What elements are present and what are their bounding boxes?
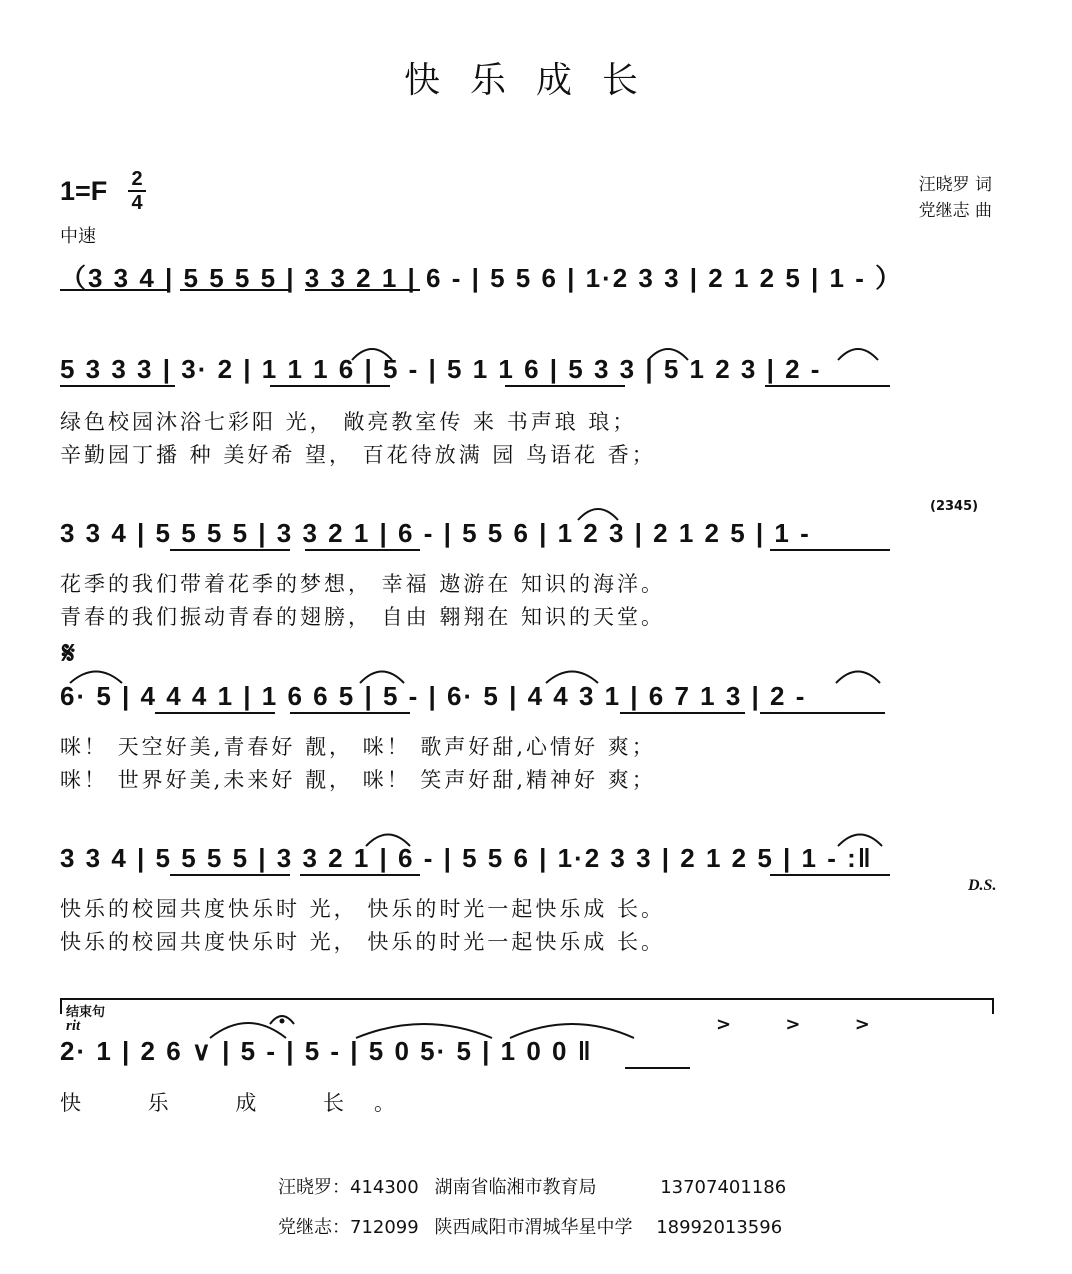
lyricist-credit: 汪晓罗 词 bbox=[918, 175, 992, 195]
notes-line-4: 6· 5 | 4 4 4 1 | 1 6 6 5 | 5 - | 6· 5 | 4 4 3 1 | 6 7 1 3 | 2 - bbox=[60, 681, 807, 711]
slur-mark bbox=[578, 509, 618, 520]
slur-mark bbox=[838, 349, 878, 360]
contact-name-2: 党继志：712099 bbox=[278, 1217, 419, 1238]
slur-mark bbox=[356, 1024, 492, 1038]
ending-label: 结束句 bbox=[66, 1005, 106, 1020]
slur-mark bbox=[360, 672, 404, 684]
slur-mark bbox=[210, 1023, 286, 1038]
tempo-marking: 中速 bbox=[60, 226, 96, 247]
dal-segno-marking: D.S. bbox=[968, 877, 997, 894]
lyrics-line-5-verse-2: 快乐的校园共度快乐时 光， 快乐的时光一起快乐成 长。 bbox=[60, 930, 666, 954]
slur-mark bbox=[510, 1024, 634, 1038]
slur-mark bbox=[352, 349, 392, 360]
lyrics-line-2-verse-1: 绿色校园沐浴七彩阳 光， 敞亮教室传 来 书声琅 琅； bbox=[60, 410, 637, 434]
slur-mark bbox=[838, 835, 882, 847]
ritardando-marking: rit bbox=[66, 1018, 81, 1034]
lyrics-line-4-verse-2: 咪！ 世界好美,未来好 靓， 咪！ 笑声好甜,精神好 爽； bbox=[60, 768, 656, 792]
contact-name-1: 汪晓罗：414300 bbox=[278, 1177, 419, 1198]
slur-mark bbox=[546, 672, 598, 684]
contact-phone-1: 13707401186 bbox=[660, 1177, 787, 1198]
notes-ending: 2· 1 | 2 6 ∨ | 5 - | 5 - | 5 0 5· 5 | 1 0 0 ‖ bbox=[60, 1036, 593, 1066]
notes-line-2: 5 3 3 3 | 3· 2 | 1 1 1 6 | 5 - | 5 1 1 6 | 5 3 3 | 5 1 2 3 | 2 - bbox=[60, 354, 822, 384]
lyrics-line-4-verse-1: 咪！ 天空好美,青春好 靓， 咪！ 歌声好甜,心情好 爽； bbox=[60, 735, 656, 759]
slur-mark bbox=[648, 349, 688, 360]
fermata-mark bbox=[270, 1016, 294, 1024]
contact-address-1: 湖南省临湘市教育局 bbox=[434, 1177, 597, 1198]
lyrics-line-3-verse-2: 青春的我们振动青春的翅膀， 自由 翱翔在 知识的天堂。 bbox=[60, 605, 666, 629]
slur-mark bbox=[366, 835, 410, 847]
slur-mark bbox=[836, 672, 880, 684]
slur-mark bbox=[70, 672, 122, 684]
segno-sign: 𝄋 bbox=[62, 636, 75, 671]
bracket-annotation: (2345) bbox=[930, 499, 979, 514]
key-signature: 1=F bbox=[60, 176, 108, 206]
page-title: 快乐成长 bbox=[403, 60, 668, 101]
lyrics-line-2-verse-2: 辛勤园丁播 种 美好希 望， 百花待放满 园 鸟语花 香； bbox=[60, 443, 656, 467]
notes-line-1: （3 3 4 | 5 5 5 5 | 3 3 2 1 | 6 - | 5 5 6 | 1·2 3 3 | 2 1 2 5 | 1 - ） bbox=[60, 263, 904, 293]
time-signature-top: 2 bbox=[131, 168, 143, 190]
contact-phone-2: 18992013596 bbox=[656, 1217, 783, 1238]
contact-address-2: 陕西咸阳市渭城华星中学 bbox=[434, 1217, 633, 1238]
notes-line-3: 3 3 4 | 5 5 5 5 | 3 3 2 1 | 6 - | 5 5 6 | 1 2 3 | 2 1 2 5 | 1 - bbox=[60, 518, 811, 548]
notes-line-5: 3 3 4 | 5 5 5 5 | 3 3 2 1 | 6 - | 5 5 6 | 1·2 3 3 | 2 1 2 5 | 1 - :‖ bbox=[60, 843, 873, 873]
lyrics-line-3-verse-1: 花季的我们带着花季的梦想， 幸福 遨游在 知识的海洋。 bbox=[60, 572, 666, 596]
time-signature-bottom: 4 bbox=[131, 192, 143, 214]
lyrics-line-5-verse-1: 快乐的校园共度快乐时 光， 快乐的时光一起快乐成 长。 bbox=[60, 897, 666, 921]
composer-credit: 党继志 曲 bbox=[918, 201, 992, 221]
lyrics-ending: 快 乐 成 长。 bbox=[60, 1091, 426, 1115]
accent-marks: > > > bbox=[716, 1014, 894, 1035]
underline-beams bbox=[60, 290, 890, 1068]
